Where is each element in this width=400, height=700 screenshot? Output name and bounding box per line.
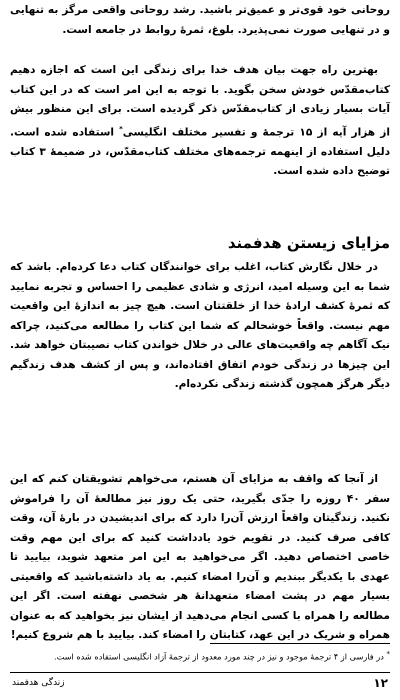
running-title: زندگی هدفمند bbox=[12, 678, 65, 688]
footnote-mark: * bbox=[386, 650, 390, 658]
paragraph-2 bbox=[10, 61, 390, 182]
paragraph-2-continuation: استفاده شده است. دلیل استفاده از اینهمه ترجمه‌های مختلف کتاب‌مقدّس، در ضمیمهٔ ۳ کتاب توضیح داده شده است. bbox=[10, 126, 391, 178]
section-heading: مزایای زیستن هدفمند bbox=[227, 234, 390, 252]
paragraph-4: از آنجا که واقف به مزایای آن هستم، می‌خواهم تشویقتان کنم که این سفر ۴۰ روزه را جدّی بگیرید، حتی یک روز نیز مطالعهٔ آن را فراموش نکنید. زندگیتان واقعاً ارزش آن‌را دارد که برای اندیشیدن در بارهٔ آن، وقت کافی صرف کنید. در تقویم خود یادداشت کنید که برای این مهم وقت خاصی اختصاص دهید. اگر می‌خواهید به این امر متعهد شوید، بیایید تا عهدی با یکدیگر ببندیم و آن‌را امضاء کنیم. به یاد داشته‌باشید که واقعیتی بسیار مهم در پشت امضاء متعهدانهٔ هر شخصی نهفته است. اگر این مطالعه را همراه با کسی انجام می‌دهید از ایشان نیز بخواهید که به عنوان همراه و شریک در این عهد، کتابتان را امضاء کند. بیایید با هم شروع کنیم! bbox=[10, 473, 390, 641]
paragraph-1: روحانی خود قوی‌تر و عمیق‌تر باشید. رشد روحانی واقعی مرگز به تنهایی و در تنهایی صورت نمی‌پذیرد. بلوغ، ثمرهٔ روابط در جامعه است. bbox=[10, 4, 390, 36]
paragraph-3: در خلال نگارش کتاب، اغلب برای خوانندگان کتاب دعا کرده‌ام. باشد که شما به این وسیله امید، انرژی و شادی عظیمی را احساس و تجربه نمایید که ثمرهٔ کشف ارادهٔ خدا از خلقتتان است. هیچ چیز به اندازهٔ این واقعیت مهم نیست. واقعاً خوشحالم که شما این کتاب را مطالعه می‌کنید، چراکه نیک آگاهم چه واقعیت‌های عالی در خلال خواندن کتاب نصیبتان خواهد شد. این چیزها در زندگی خودم اتفاق افتاده‌اند، و پس از کشف هدف زندگیم دیگر هرگز همچون گذشته زندگی نکرده‌ام. bbox=[10, 261, 390, 390]
footnote-reference-mark: * bbox=[119, 124, 123, 133]
paragraph-2-text: بهترین راه جهت بیان هدف خدا برای زندگی این است که اجازه دهیم کتاب‌مقدّس خودش سخن بگوید. با توجه به این امر است که در این کتاب آیات بسیار زیادی از کتاب‌مقدّس ذکر گردیده است. برای این منظور بیش از هزار آیه از ۱۵ ترجمهٔ و تفسیر مختلف انگلیسی bbox=[10, 64, 390, 139]
footnote-text: در فارسی از ۴ ترجمهٔ موجود و نیز در چند مورد معدود از ترجمهٔ آزاد انگلیسی استفاده شده است. bbox=[53, 651, 384, 662]
footnote bbox=[10, 648, 390, 663]
page-number: ۱۲ bbox=[373, 676, 388, 690]
page-footer bbox=[10, 672, 390, 697]
footnote-divider bbox=[210, 643, 390, 644]
